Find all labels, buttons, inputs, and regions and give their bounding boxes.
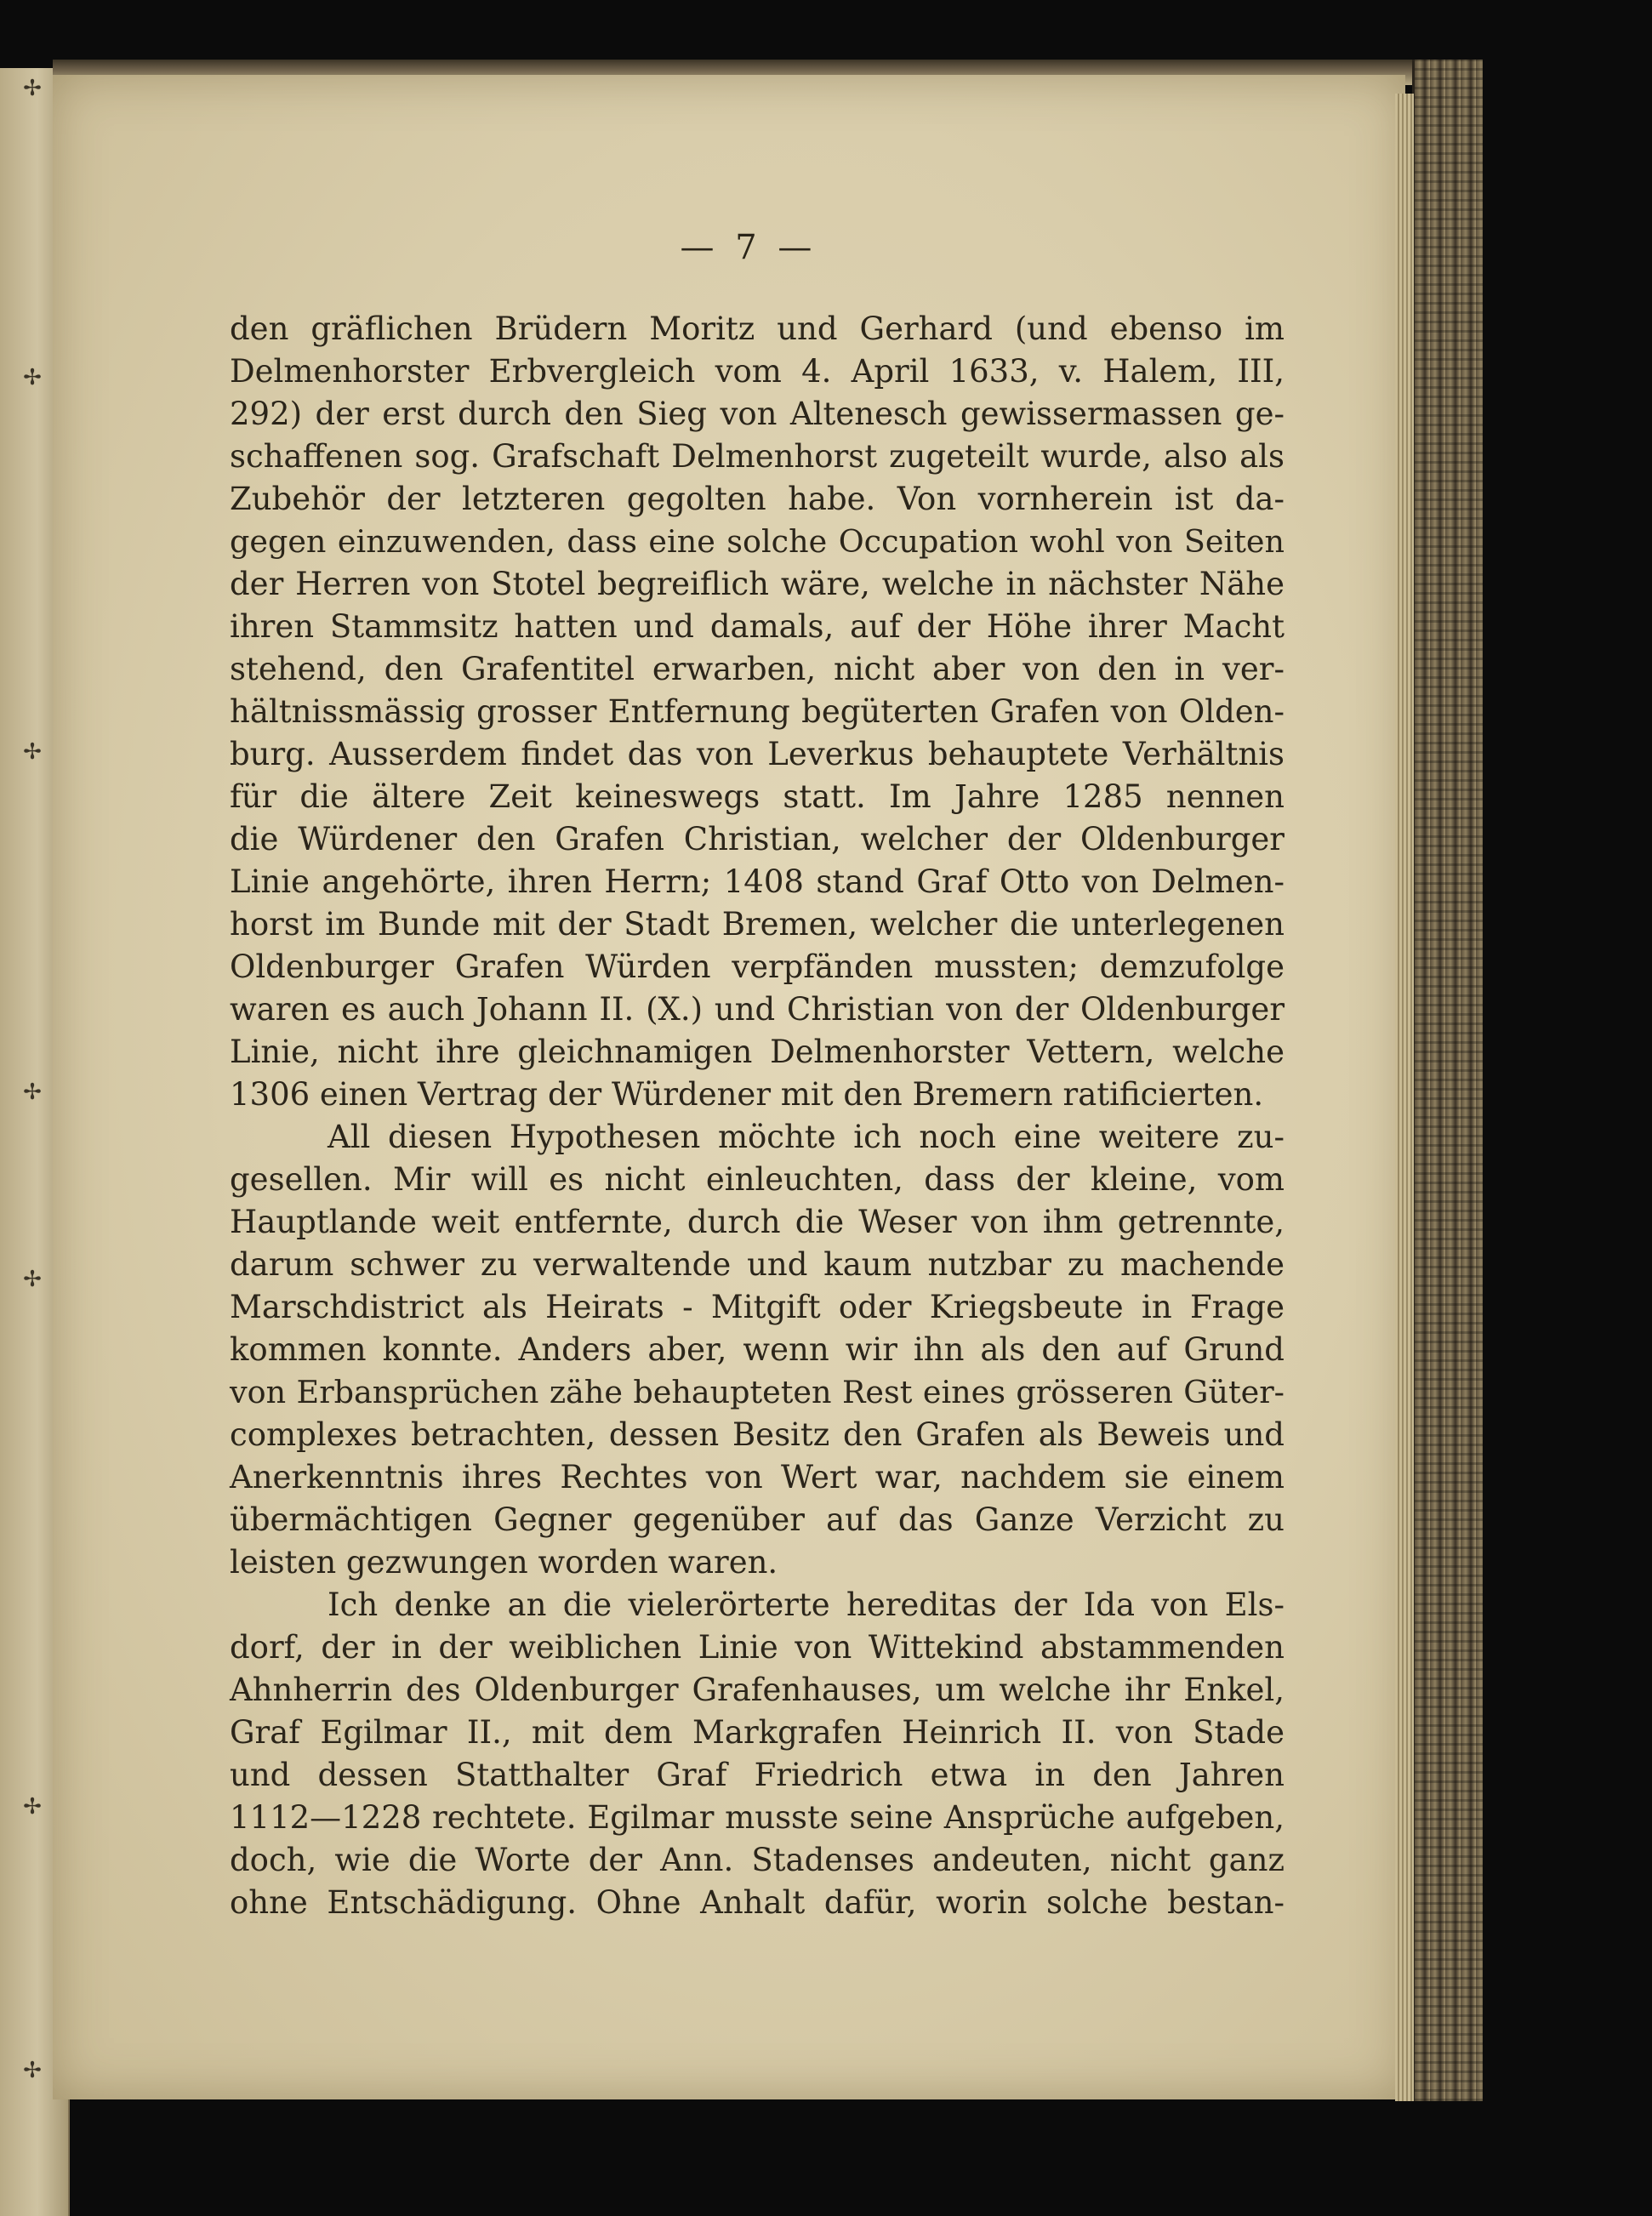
text-line: hältnissmässig grosser Entfernung begüterten Grafen von Olden- bbox=[230, 693, 1285, 730]
text-line: burg. Ausserdem findet das von Leverkus behauptete Verhältnis bbox=[230, 736, 1285, 772]
paragraph-first-line: Ich denke an die vielerörterte hereditas der Ida von Els- bbox=[328, 1587, 1285, 1623]
text-line: und dessen Statthalter Graf Friedrich etwa in den Jahren bbox=[230, 1757, 1285, 1793]
binding-stitch-mark: ✢ bbox=[23, 739, 42, 765]
text-line: übermächtigen Gegner gegenüber auf das Ganze Verzicht zu bbox=[230, 1501, 1285, 1538]
text-line: ihren Stammsitz hatten und damals, auf der Höhe ihrer Macht bbox=[230, 608, 1285, 645]
text-line: Ahnherrin des Oldenburger Grafenhauses, um welche ihr Enkel, bbox=[230, 1672, 1285, 1708]
text-line: Hauptlande weit entfernte, durch die Weser von ihm getrennte, bbox=[230, 1204, 1285, 1240]
text-line: Zubehör der letzteren gegolten habe. Von vornherein ist da- bbox=[230, 481, 1285, 517]
text-line: stehend, den Grafentitel erwarben, nicht aber von den in ver- bbox=[230, 651, 1285, 687]
text-line: den gräflichen Brüdern Moritz und Gerhard (und ebenso im bbox=[230, 310, 1285, 347]
binding-stitch-mark: ✢ bbox=[23, 1794, 42, 1820]
page-number: — 7 — bbox=[680, 228, 817, 267]
marbled-book-edge bbox=[1412, 60, 1483, 2101]
text-line: Marschdistrict als Heirats - Mitgift oder Kriegsbeute in Frage bbox=[230, 1289, 1285, 1325]
text-line: leisten gezwungen worden waren. bbox=[230, 1544, 778, 1581]
page-stack-edge bbox=[1395, 94, 1414, 2101]
text-line: von Erbansprüchen zähe behaupteten Rest eines grösseren Güter- bbox=[230, 1374, 1285, 1410]
text-line: dorf, der in der weiblichen Linie von Wittekind abstammenden bbox=[230, 1629, 1285, 1666]
text-line: kommen konnte. Anders aber, wenn wir ihn als den auf Grund bbox=[230, 1331, 1285, 1368]
text-line: ohne Entschädigung. Ohne Anhalt dafür, worin solche bestan- bbox=[230, 1884, 1285, 1921]
text-line: Linie angehörte, ihren Herrn; 1408 stand Graf Otto von Delmen- bbox=[230, 863, 1285, 900]
text-line: schaffenen sog. Grafschaft Delmenhorst zugeteilt wurde, also als bbox=[230, 438, 1285, 475]
text-line: gesellen. Mir will es nicht einleuchten, dass der kleine, vom bbox=[230, 1161, 1285, 1198]
text-line: doch, wie die Worte der Ann. Stadenses andeuten, nicht ganz bbox=[230, 1842, 1285, 1878]
text-line: für die ältere Zeit keineswegs statt. Im Jahre 1285 nennen bbox=[230, 778, 1285, 815]
text-line: 1112—1228 rechtete. Egilmar musste seine Ansprüche aufgeben, bbox=[230, 1799, 1285, 1836]
text-line: Delmenhorster Erbvergleich vom 4. April 1633, v. Halem, III, bbox=[230, 353, 1285, 390]
binding-stitch-mark: ✢ bbox=[23, 76, 42, 101]
text-line: darum schwer zu verwaltende und kaum nutzbar zu machende bbox=[230, 1246, 1285, 1283]
binding-stitch-mark: ✢ bbox=[23, 365, 42, 390]
text-line: gegen einzuwenden, dass eine solche Occupation wohl von Seiten bbox=[230, 523, 1285, 560]
text-line: der Herren von Stotel begreiflich wäre, welche in nächster Nähe bbox=[230, 566, 1285, 602]
text-line: 292) der erst durch den Sieg von Altenesch gewissermassen ge- bbox=[230, 396, 1285, 432]
body-text bbox=[230, 308, 1285, 1924]
text-line: die Würdener den Grafen Christian, welcher der Oldenburger bbox=[230, 821, 1285, 857]
text-line: Oldenburger Grafen Würden verpfänden mussten; demzufolge bbox=[230, 948, 1285, 985]
text-line: Linie, nicht ihre gleichnamigen Delmenhorster Vettern, welche bbox=[230, 1034, 1285, 1070]
text-line: 1306 einen Vertrag der Würdener mit den Bremern ratificierten. bbox=[230, 1076, 1264, 1113]
binding-stitch-mark: ✢ bbox=[23, 1267, 42, 1292]
binding-stitch-mark: ✢ bbox=[23, 2058, 42, 2083]
binding-stitch-mark: ✢ bbox=[23, 1080, 42, 1105]
text-line: waren es auch Johann II. (X.) und Christian von der Oldenburger bbox=[230, 991, 1285, 1028]
text-line: Graf Egilmar II., mit dem Markgrafen Heinrich II. von Stade bbox=[230, 1714, 1285, 1751]
text-line: Anerkenntnis ihres Rechtes von Wert war, nachdem sie einem bbox=[230, 1459, 1285, 1495]
text-line: complexes betrachten, dessen Besitz den Grafen als Beweis und bbox=[230, 1416, 1285, 1453]
text-line: horst im Bunde mit der Stadt Bremen, welcher die unterlegenen bbox=[230, 906, 1285, 943]
paragraph-first-line: All diesen Hypothesen möchte ich noch eine weitere zu- bbox=[328, 1119, 1285, 1155]
